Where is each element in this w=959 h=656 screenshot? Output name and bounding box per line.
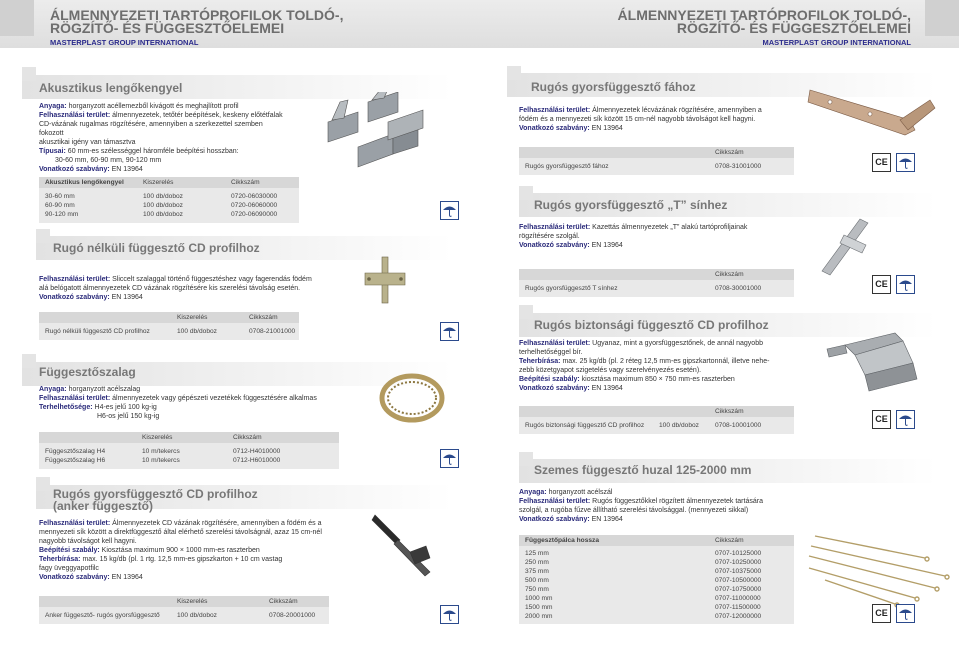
- umbrella-icon: [896, 410, 915, 429]
- value: Ugyanaz, mint a gyorsfüggesztőnek, de annál nagyobb: [592, 340, 763, 347]
- table-cell: 100 db/doboz: [659, 422, 699, 429]
- header-right-title: [618, 9, 911, 35]
- label: Anyaga:: [39, 386, 67, 393]
- table-body: [39, 188, 299, 223]
- value: Rugós függesztőkkel rögzített álmennyezetek tartására: [592, 498, 763, 505]
- label: Anyaga:: [519, 489, 547, 496]
- table-cell: Rugós gyorsfüggesztő T sínhez: [525, 285, 618, 292]
- table-cell: Függesztőszalag H4: [45, 448, 106, 455]
- table-cell: 100 db/doboz: [143, 193, 183, 200]
- rugos-fahoz-desc: [519, 106, 789, 133]
- table-cell: 125 mm: [525, 550, 549, 557]
- table-cell: Rugós biztonsági függesztő CD profilhoz: [525, 422, 645, 429]
- table-row: [519, 585, 794, 594]
- value: Kazettás álmennyezetek „T” alakú tartóprofiljainak: [592, 224, 748, 231]
- label: Vonatkozó szabvány:: [519, 125, 590, 132]
- umbrella-icon: [896, 153, 915, 172]
- label: Felhasználási terület:: [39, 276, 111, 283]
- label: Felhasználási terület:: [519, 224, 591, 231]
- decor-square: [519, 186, 533, 200]
- table-header-cell: Cikkszám: [231, 179, 260, 186]
- decor-square: [519, 452, 533, 466]
- table-cell: 0708-30001000: [715, 285, 762, 292]
- value: max. 15 kg/db (pl. 1 rtg. 12,5 mm-es gipszkarton + 10 cm vastag: [82, 556, 283, 563]
- header-left-title-line1: ÁLMENNYEZETI TARTÓPROFILOK TOLDÓ-,: [50, 7, 344, 23]
- value: födém és a mennyezeti sík között 15 cm-nél nagyobb távolságot kell hagyni.: [519, 116, 756, 123]
- szemes-desc: [519, 488, 809, 524]
- header-right-company: MASTERPLAST GROUP INTERNATIONAL: [762, 38, 911, 47]
- table-body: [519, 546, 794, 624]
- rugos-fahoz-table: [519, 147, 794, 175]
- rugos-biztonsagi-desc: [519, 339, 789, 393]
- table-cell: 0707-10500000: [715, 577, 762, 584]
- table-cell: 100 db/doboz: [177, 612, 217, 619]
- table-cell: 0707-10375000: [715, 568, 762, 575]
- value: szolgál, a rugóba fűzve állítható szerelési távolsággal. (mennyezeti sikkal): [519, 507, 749, 514]
- header-right-title-line2: RÖGZÍTŐ- ÉS FÜGGESZTŐELEMEI: [676, 20, 911, 36]
- table-body: [39, 323, 299, 340]
- section-title-rugos-cd: [53, 488, 258, 512]
- table-cell: 0720-06060000: [231, 202, 278, 209]
- value: H6-os jelű 150 kg-ig: [97, 413, 160, 420]
- table-header-cell: Függesztőpálca hossza: [525, 537, 600, 544]
- section-title-rugo-nelkuli: Rugó nélküli függesztő CD profilhoz: [53, 241, 260, 255]
- label: Terhelhetősége:: [39, 404, 93, 411]
- table-cell: 90-120 mm: [45, 211, 79, 218]
- header-left-title: [50, 9, 343, 35]
- table-cell: 0708-31001000: [715, 163, 762, 170]
- table-header: [39, 596, 329, 607]
- value: álmennyezetek vagy gépészeti vezetékek függesztésére alkalmas: [112, 395, 317, 402]
- table-cell: 10 m/tekercs: [142, 457, 180, 464]
- value: fagy üveggyapotfilc: [39, 565, 99, 572]
- table-cell: 10 m/tekercs: [142, 448, 180, 455]
- table-cell: 1000 mm: [525, 595, 553, 602]
- table-body: [519, 417, 794, 434]
- value: 60 mm-es szélességgel háromféle beépítési hosszban:: [67, 148, 239, 155]
- value: EN 13964: [111, 294, 143, 301]
- table-header-cell: Cikkszám: [233, 434, 262, 441]
- value: rögzítésére szolgál.: [519, 233, 580, 240]
- section-title-szemes: Szemes függesztő huzal 125-2000 mm: [534, 463, 752, 477]
- table-header-cell: Kiszerelés: [142, 434, 173, 441]
- fuggesztoszalag-table: [39, 432, 339, 469]
- table-body: [39, 607, 329, 624]
- table-body: [519, 280, 794, 297]
- szemes-product-image: [805, 528, 955, 608]
- header-left-company: MASTERPLAST GROUP INTERNATIONAL: [50, 38, 199, 47]
- rugo-nelkuli-desc: [39, 275, 339, 302]
- decor-square: [22, 67, 36, 81]
- value: EN 13964: [591, 385, 623, 392]
- table-row: [519, 576, 794, 585]
- value: nagyobb távolságot kell hagyni.: [39, 538, 137, 545]
- decor-square: [519, 305, 533, 319]
- table-header: [39, 312, 299, 323]
- table-cell: Rugós gyorsfüggesztő fához: [525, 163, 609, 170]
- table-cell: 100 db/doboz: [177, 328, 217, 335]
- label: Vonatkozó szabvány:: [39, 166, 110, 173]
- table-row: [519, 162, 794, 171]
- value: EN 13964: [111, 574, 143, 581]
- table-header: [519, 406, 794, 417]
- table-body: [39, 443, 339, 469]
- umbrella-icon: [440, 605, 459, 624]
- table-row: [519, 284, 794, 293]
- table-cell: Függesztőszalag H6: [45, 457, 106, 464]
- rugo-nelkuli-table: [39, 312, 299, 340]
- table-header: [519, 147, 794, 158]
- ce-mark-icon: CE: [872, 153, 891, 172]
- table-row: [39, 327, 299, 336]
- value: horganyzott acéllemezből kivágott és meghajlított profil: [68, 103, 239, 110]
- value: Álmennyezetek CD vázának rögzítésére, amennyiben a födém és a: [112, 520, 322, 527]
- table-header-cell: Kiszerelés: [177, 598, 208, 605]
- fuggesztoszalag-product-image: [372, 368, 452, 428]
- value: EN 13964: [111, 166, 143, 173]
- title-line: (anker függesztő): [53, 499, 154, 513]
- value: max. 25 kg/db (pl. 2 réteg 12,5 mm-es gipszkartonnál, illetve nehe-: [562, 358, 770, 365]
- table-cell: 0707-11000000: [715, 595, 761, 602]
- section-title-fuggesztoszalag: Függesztőszalag: [39, 365, 136, 379]
- fuggesztoszalag-desc: [39, 385, 339, 421]
- header-square: [925, 0, 959, 36]
- label: Vonatkozó szabvány:: [519, 242, 590, 249]
- label: Vonatkozó szabvány:: [519, 516, 590, 523]
- decor-square: [22, 354, 36, 368]
- table-row: [39, 447, 339, 456]
- value: mennyezeti sík között a direktfüggesztő által elérhető szerelési távolságnál, azaz 15 cm-nél: [39, 529, 322, 536]
- table-cell: 100 db/doboz: [143, 211, 183, 218]
- ce-mark-icon: CE: [872, 410, 891, 429]
- label: Felhasználási terület:: [519, 498, 591, 505]
- value: H4-es jelű 100 kg-ig: [94, 404, 157, 411]
- table-header-cell: Cikkszám: [269, 598, 298, 605]
- table-cell: 30-60 mm: [45, 193, 75, 200]
- header-left-title-line2: RÖGZÍTŐ- ÉS FÜGGESZTŐELEMEI: [50, 20, 285, 36]
- value: horganyzott acélszál: [548, 489, 613, 496]
- akusztikus-product-image: [318, 92, 438, 176]
- decor-square: [36, 229, 50, 243]
- rugos-t-desc: [519, 223, 789, 250]
- akusztikus-desc: [39, 102, 289, 174]
- rugos-cd-desc: [39, 519, 349, 582]
- value: CD-vázának rugalmas rögzítésére, amennyiben a szerkezettel szemben fokozott: [39, 121, 263, 137]
- umbrella-icon: [896, 604, 915, 623]
- table-row: [39, 611, 329, 620]
- rugos-t-table: [519, 269, 794, 297]
- label: Felhasználási terület:: [39, 520, 111, 527]
- table-header: [519, 535, 794, 546]
- header-square: [0, 0, 34, 36]
- rugo-nelkuli-product-image: [355, 255, 415, 305]
- label: Vonatkozó szabvány:: [519, 385, 590, 392]
- szemes-table: [519, 535, 794, 624]
- table-cell: 0712-H6010000: [233, 457, 281, 464]
- table-header-cell: Cikkszám: [715, 408, 744, 415]
- table-cell: 0708-10001000: [715, 422, 762, 429]
- section-title-akusztikus: Akusztikus lengőkengyel: [39, 81, 183, 95]
- label: Vonatkozó szabvány:: [39, 574, 110, 581]
- rugos-biztonsagi-table: [519, 406, 794, 434]
- value: EN 13964: [591, 242, 623, 249]
- section-title-rugos-t: Rugós gyorsfüggesztő „T” sínhez: [534, 198, 728, 212]
- rugos-t-product-image: [800, 215, 880, 285]
- label: Teherbírása:: [519, 358, 561, 365]
- umbrella-icon: [440, 449, 459, 468]
- table-cell: 0712-H4010000: [233, 448, 281, 455]
- label: Beépítési szabály:: [519, 376, 580, 383]
- table-header-cell: Akusztikus lengőkengyel: [45, 179, 124, 186]
- table-cell: Rugó nélküli függesztő CD profilhoz: [45, 328, 150, 335]
- value: 30-60 mm, 60-90 mm, 90-120 mm: [55, 157, 162, 164]
- label: Teherbírása:: [39, 556, 81, 563]
- table-cell: Anker függesztő- rugós gyorsfüggesztő: [45, 612, 160, 619]
- table-header: [519, 269, 794, 280]
- table-cell: 1500 mm: [525, 604, 553, 611]
- table-header-cell: Cikkszám: [715, 271, 744, 278]
- value: Álmennyezetek lécvázának rögzítésére, amennyiben a: [592, 107, 762, 114]
- table-header-cell: Cikkszám: [715, 149, 744, 156]
- value: Kiosztása maximum 900 × 1000 mm-es raszterben: [101, 547, 260, 554]
- table-cell: 0708-20001000: [269, 612, 316, 619]
- table-cell: 0708-21001000: [249, 328, 296, 335]
- table-row: [519, 567, 794, 576]
- table-body: [519, 158, 794, 175]
- umbrella-icon: [440, 201, 459, 220]
- table-cell: 375 mm: [525, 568, 549, 575]
- value: EN 13964: [591, 125, 623, 132]
- table-header-cell: Cikkszám: [249, 314, 278, 321]
- label: Felhasználási terület:: [519, 107, 591, 114]
- table-row: [39, 201, 299, 210]
- label: Felhasználási terület:: [39, 395, 111, 402]
- table-header-cell: Kiszerelés: [177, 314, 208, 321]
- table-row: [519, 594, 794, 603]
- table-cell: 0707-10125000: [715, 550, 762, 557]
- table-row: [519, 612, 794, 621]
- table-cell: 750 mm: [525, 586, 549, 593]
- rugos-fahoz-product-image: [800, 80, 940, 150]
- section-title-rugos-fahoz: Rugós gyorsfüggesztő fához: [531, 80, 696, 94]
- akusztikus-table: [39, 177, 299, 223]
- label: Beépítési szabály:: [39, 547, 100, 554]
- value: akusztikai igény van támasztva: [39, 139, 136, 146]
- decor-square: [507, 66, 521, 80]
- label: Típusai:: [39, 148, 66, 155]
- table-row: [519, 421, 794, 430]
- table-cell: 0720-06090000: [231, 211, 278, 218]
- table-cell: 2000 mm: [525, 613, 553, 620]
- table-cell: 0707-11500000: [715, 604, 761, 611]
- table-cell: 0707-10750000: [715, 586, 762, 593]
- value: Sliccelt szalaggal történő függesztéshez vagy fagerendás födém: [112, 276, 312, 283]
- label: Anyaga:: [39, 103, 67, 110]
- value: zebb közetgyapot szigetelés vagy szerelvényezés esetén).: [519, 367, 702, 374]
- table-row: [39, 192, 299, 201]
- title-line: Rugós gyorsfüggesztő CD profilhoz: [53, 487, 258, 501]
- decor-square: [36, 477, 50, 491]
- rugos-cd-product-image: [370, 510, 440, 585]
- table-row: [39, 456, 339, 465]
- table-cell: 60-90 mm: [45, 202, 75, 209]
- table-header-cell: Cikkszám: [715, 537, 744, 544]
- table-header: [39, 177, 299, 188]
- value: álmennyezetek, tetőtér beépítések, keskeny előtétfalak: [112, 112, 283, 119]
- umbrella-icon: [896, 275, 915, 294]
- rugos-cd-table: [39, 596, 329, 624]
- section-title-rugos-biztonsagi: Rugós biztonsági függesztő CD profilhoz: [534, 318, 769, 332]
- table-cell: 100 db/doboz: [143, 202, 183, 209]
- rugos-biztonsagi-product-image: [825, 325, 925, 400]
- table-cell: 0707-10250000: [715, 559, 762, 566]
- umbrella-icon: [440, 322, 459, 341]
- value: terhelhetőséggel bír.: [519, 349, 583, 356]
- table-header-cell: Kiszerelés: [143, 179, 174, 186]
- table-cell: 250 mm: [525, 559, 549, 566]
- table-header: [39, 432, 339, 443]
- table-cell: 0707-12000000: [715, 613, 762, 620]
- value: EN 13964: [591, 516, 623, 523]
- table-row: [39, 210, 299, 219]
- table-cell: 0720-06030000: [231, 193, 278, 200]
- header-right-title-line1: ÁLMENNYEZETI TARTÓPROFILOK TOLDÓ-,: [617, 7, 911, 23]
- value: alá belógatott álmennyezetek CD vázának rögzítésére kis szerelési távolság esetén.: [39, 285, 301, 292]
- value: kiosztása maximum 850 × 750 mm-es raszterben: [581, 376, 735, 383]
- table-row: [519, 603, 794, 612]
- label: Felhasználási terület:: [39, 112, 111, 119]
- ce-mark-icon: CE: [872, 604, 891, 623]
- table-row: [519, 549, 794, 558]
- ce-mark-icon: CE: [872, 275, 891, 294]
- value: horganyzott acélszalag: [68, 386, 141, 393]
- table-cell: 500 mm: [525, 577, 549, 584]
- table-row: [519, 558, 794, 567]
- label: Felhasználási terület:: [519, 340, 591, 347]
- label: Vonatkozó szabvány:: [39, 294, 110, 301]
